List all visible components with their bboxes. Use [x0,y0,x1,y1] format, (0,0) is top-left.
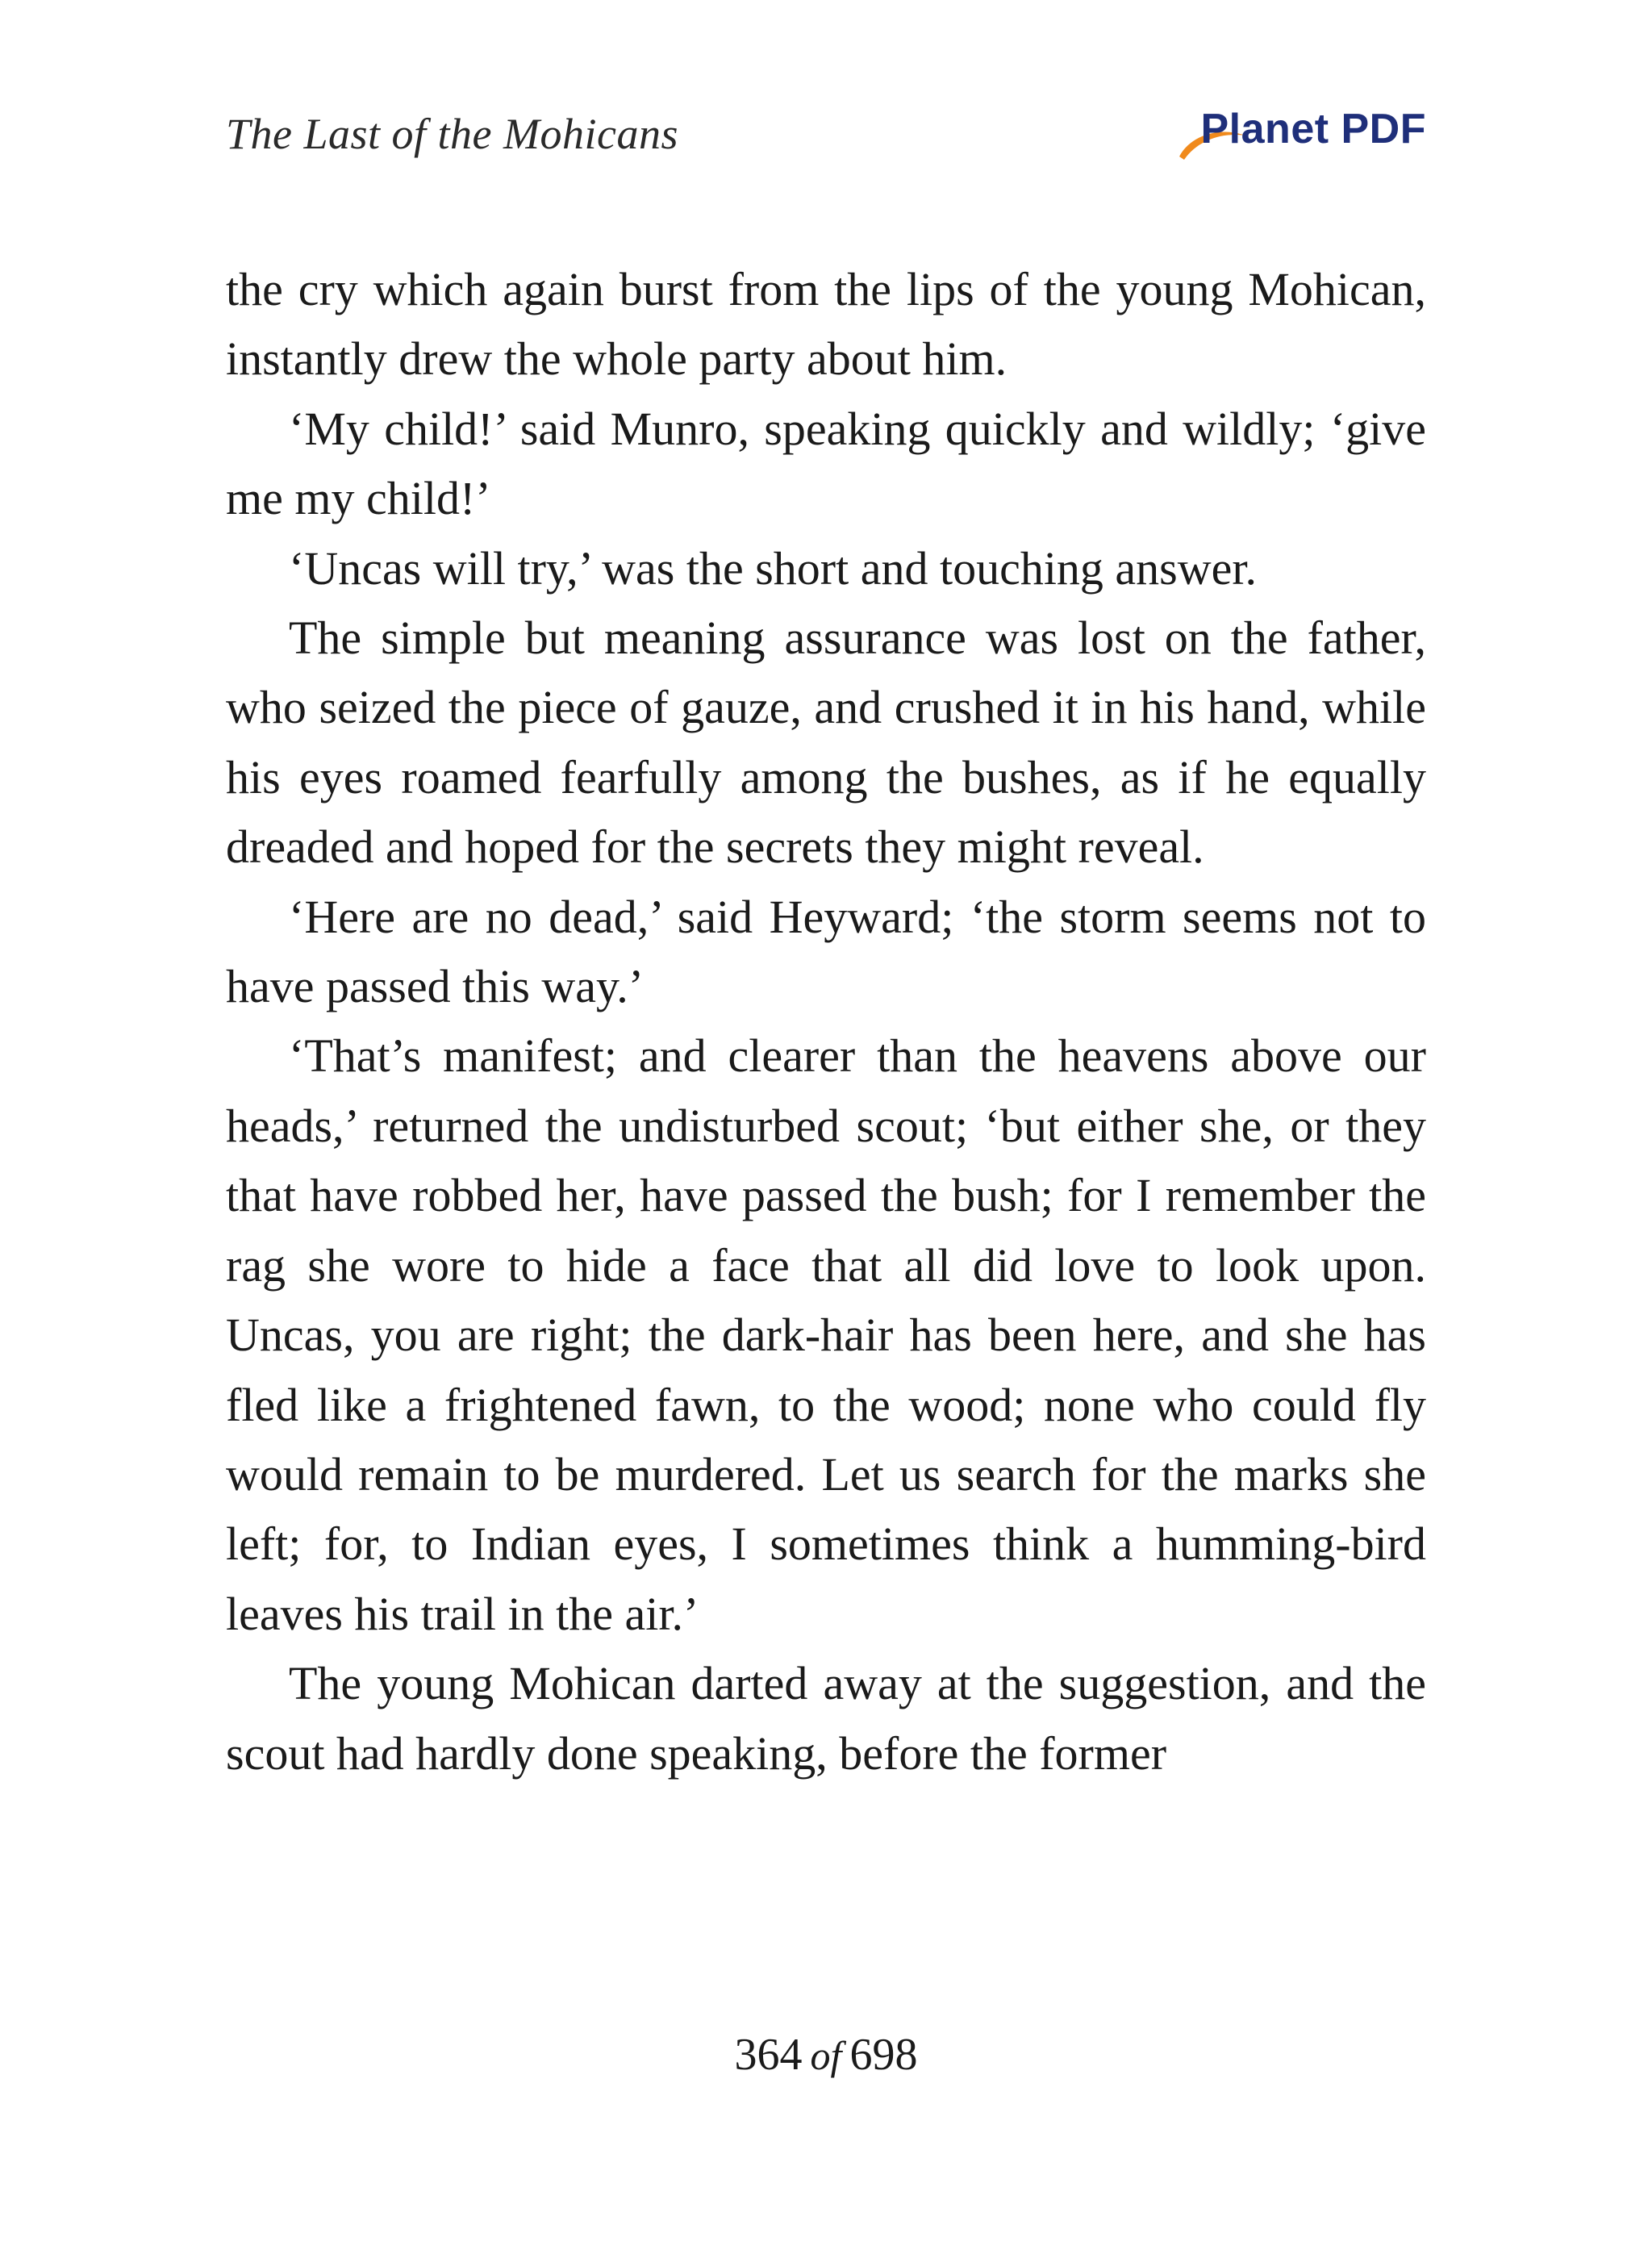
logo-text: Planet PDF [1200,106,1426,152]
page-number [0,2029,1652,2081]
paragraph: ‘My child!’ said Munro, speaking quickly and wildly; ‘give me my child!’ [226,402,1426,525]
current-page-number: 364 [734,2030,803,2080]
paragraph: The simple but meaning assurance was lost on the father, who seized the piece of gauze, and crushed it in his hand, while his eyes roamed fearfully among the bushes, as if he equally dreaded and hoped for the secrets they might reveal. [226,612,1426,874]
paragraph: The young Mohican darted away at the suggestion, and the scout had hardly done speaking, before the former [226,1657,1426,1780]
paragraph: the cry which again burst from the lips of the young Mohican, instantly drew the whole party about him. [226,263,1426,386]
total-pages: 698 [849,2030,918,2080]
page-header [226,105,1426,169]
book-title: The Last of the Mohicans [226,110,678,158]
planet-pdf-logo [1168,105,1426,169]
paragraph: ‘Uncas will try,’ was the short and touching answer. [289,541,1257,595]
paragraph: ‘That’s manifest; and clearer than the heavens above our heads,’ returned the undisturbed scout; ‘but either she, or they that have robbed her, have passed the bush; for I remember the rag she wore to hide a face that all did love to look upon. Uncas, you are right; the dark-hair has been here, and she has fled like a frightened fawn, to the wood; none who could fly would remain to be murdered. Let us search for the marks she left; for, to Indian eyes, I sometimes think a humming-bird leaves his trail in the air.’ [226,1029,1426,1640]
body-text [226,255,1426,1789]
paragraph: ‘Here are no dead,’ said Heyward; ‘the storm seems not to have passed this way.’ [226,890,1426,1013]
of-label: of [810,2033,842,2078]
